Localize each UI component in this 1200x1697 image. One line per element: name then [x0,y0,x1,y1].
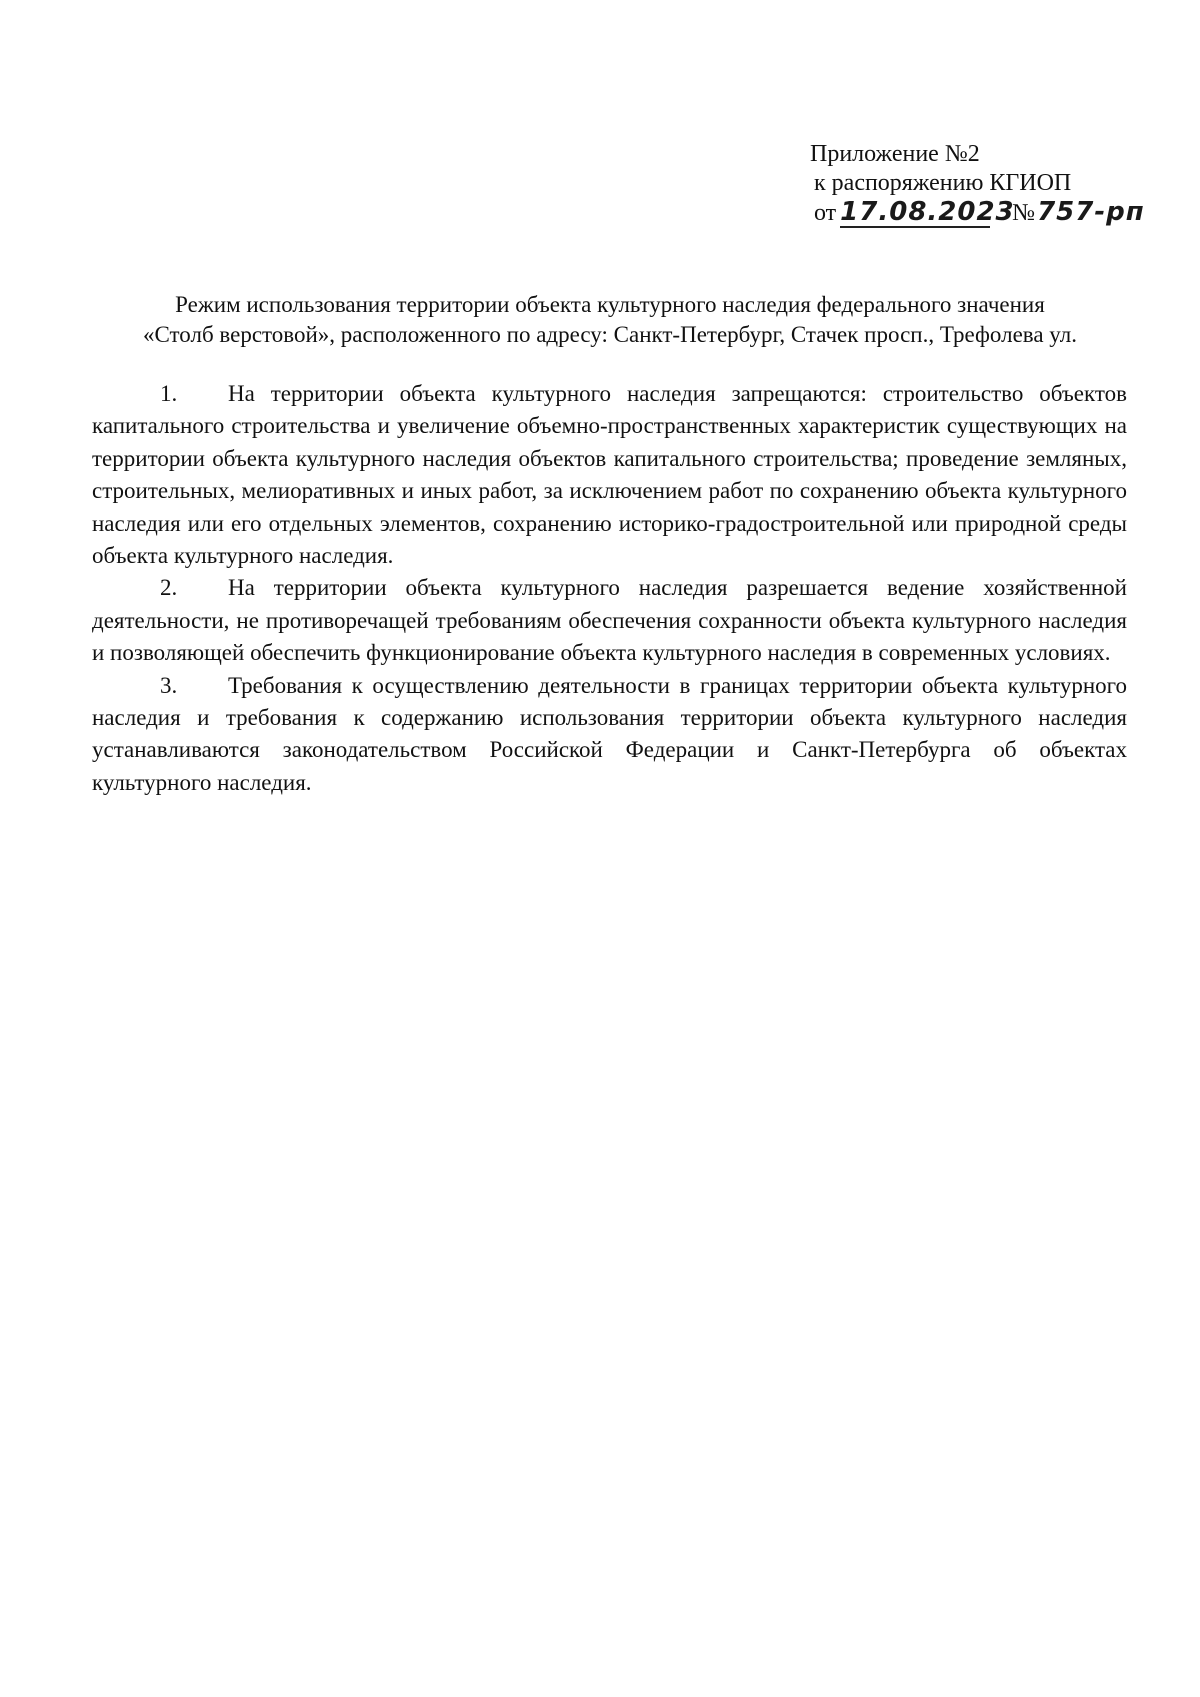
paragraph-text: На территории объекта культурного наследия запрещаются: строительство объектов капитального строительства и увеличение объемно-пространственных характеристик существующих на территории объекта культурного наследия объектов капитального строительства; проведение земляных, строительных, мелиоративных и иных работ, за исключением работ по сохранению объекта культурного наследия или его отдельных элементов, сохранению историко-градостроительной или природной среды объекта культурного наследия. [92,381,1127,569]
handwritten-date: 17.08.2023 [840,197,1015,227]
date-number-line [810,198,1150,228]
paragraph-3 [92,670,1127,800]
number-sign: № [1012,200,1036,226]
appendix-header [810,140,1150,228]
paragraph-text: На территории объекта культурного наследия разрешается ведение хозяйственной деятельности, не противоречащей требованиям обеспечения сохранности объекта культурного наследия и позволяющей обеспечить функционирование объекта культурного наследия в современных условиях. [92,575,1127,666]
paragraph-number: 2. [160,575,178,601]
paragraph-2 [92,572,1127,669]
from-prefix: от [814,200,837,226]
paragraph-number: 1. [160,381,178,406]
title-line-2: «Столб верстовой», расположенного по адресу: Санкт-Петербург, Стачек просп., Трефолева ул. [142,322,1078,347]
handwritten-number: 757-рп [1037,197,1145,227]
paragraph-number: 3. [160,672,178,698]
document-title [90,290,1130,350]
order-reference: к распоряжению КГИОП [814,170,1072,196]
document-body [92,378,1127,799]
paragraph-1 [92,378,1127,572]
date-field [840,197,1015,228]
paragraph-text: Требования к осуществлению деятельности в границах территории объекта культурного наследия и требования к содержанию использования территории объекта культурного наследия устанавливаются законодательством Российской Федерации и Санкт-Петербурга об объектах культурного наследия. [92,672,1127,795]
appendix-label: Приложение №2 [810,141,980,167]
title-line-1: Режим использования территории объекта культурного наследия федерального значения [175,292,1045,317]
